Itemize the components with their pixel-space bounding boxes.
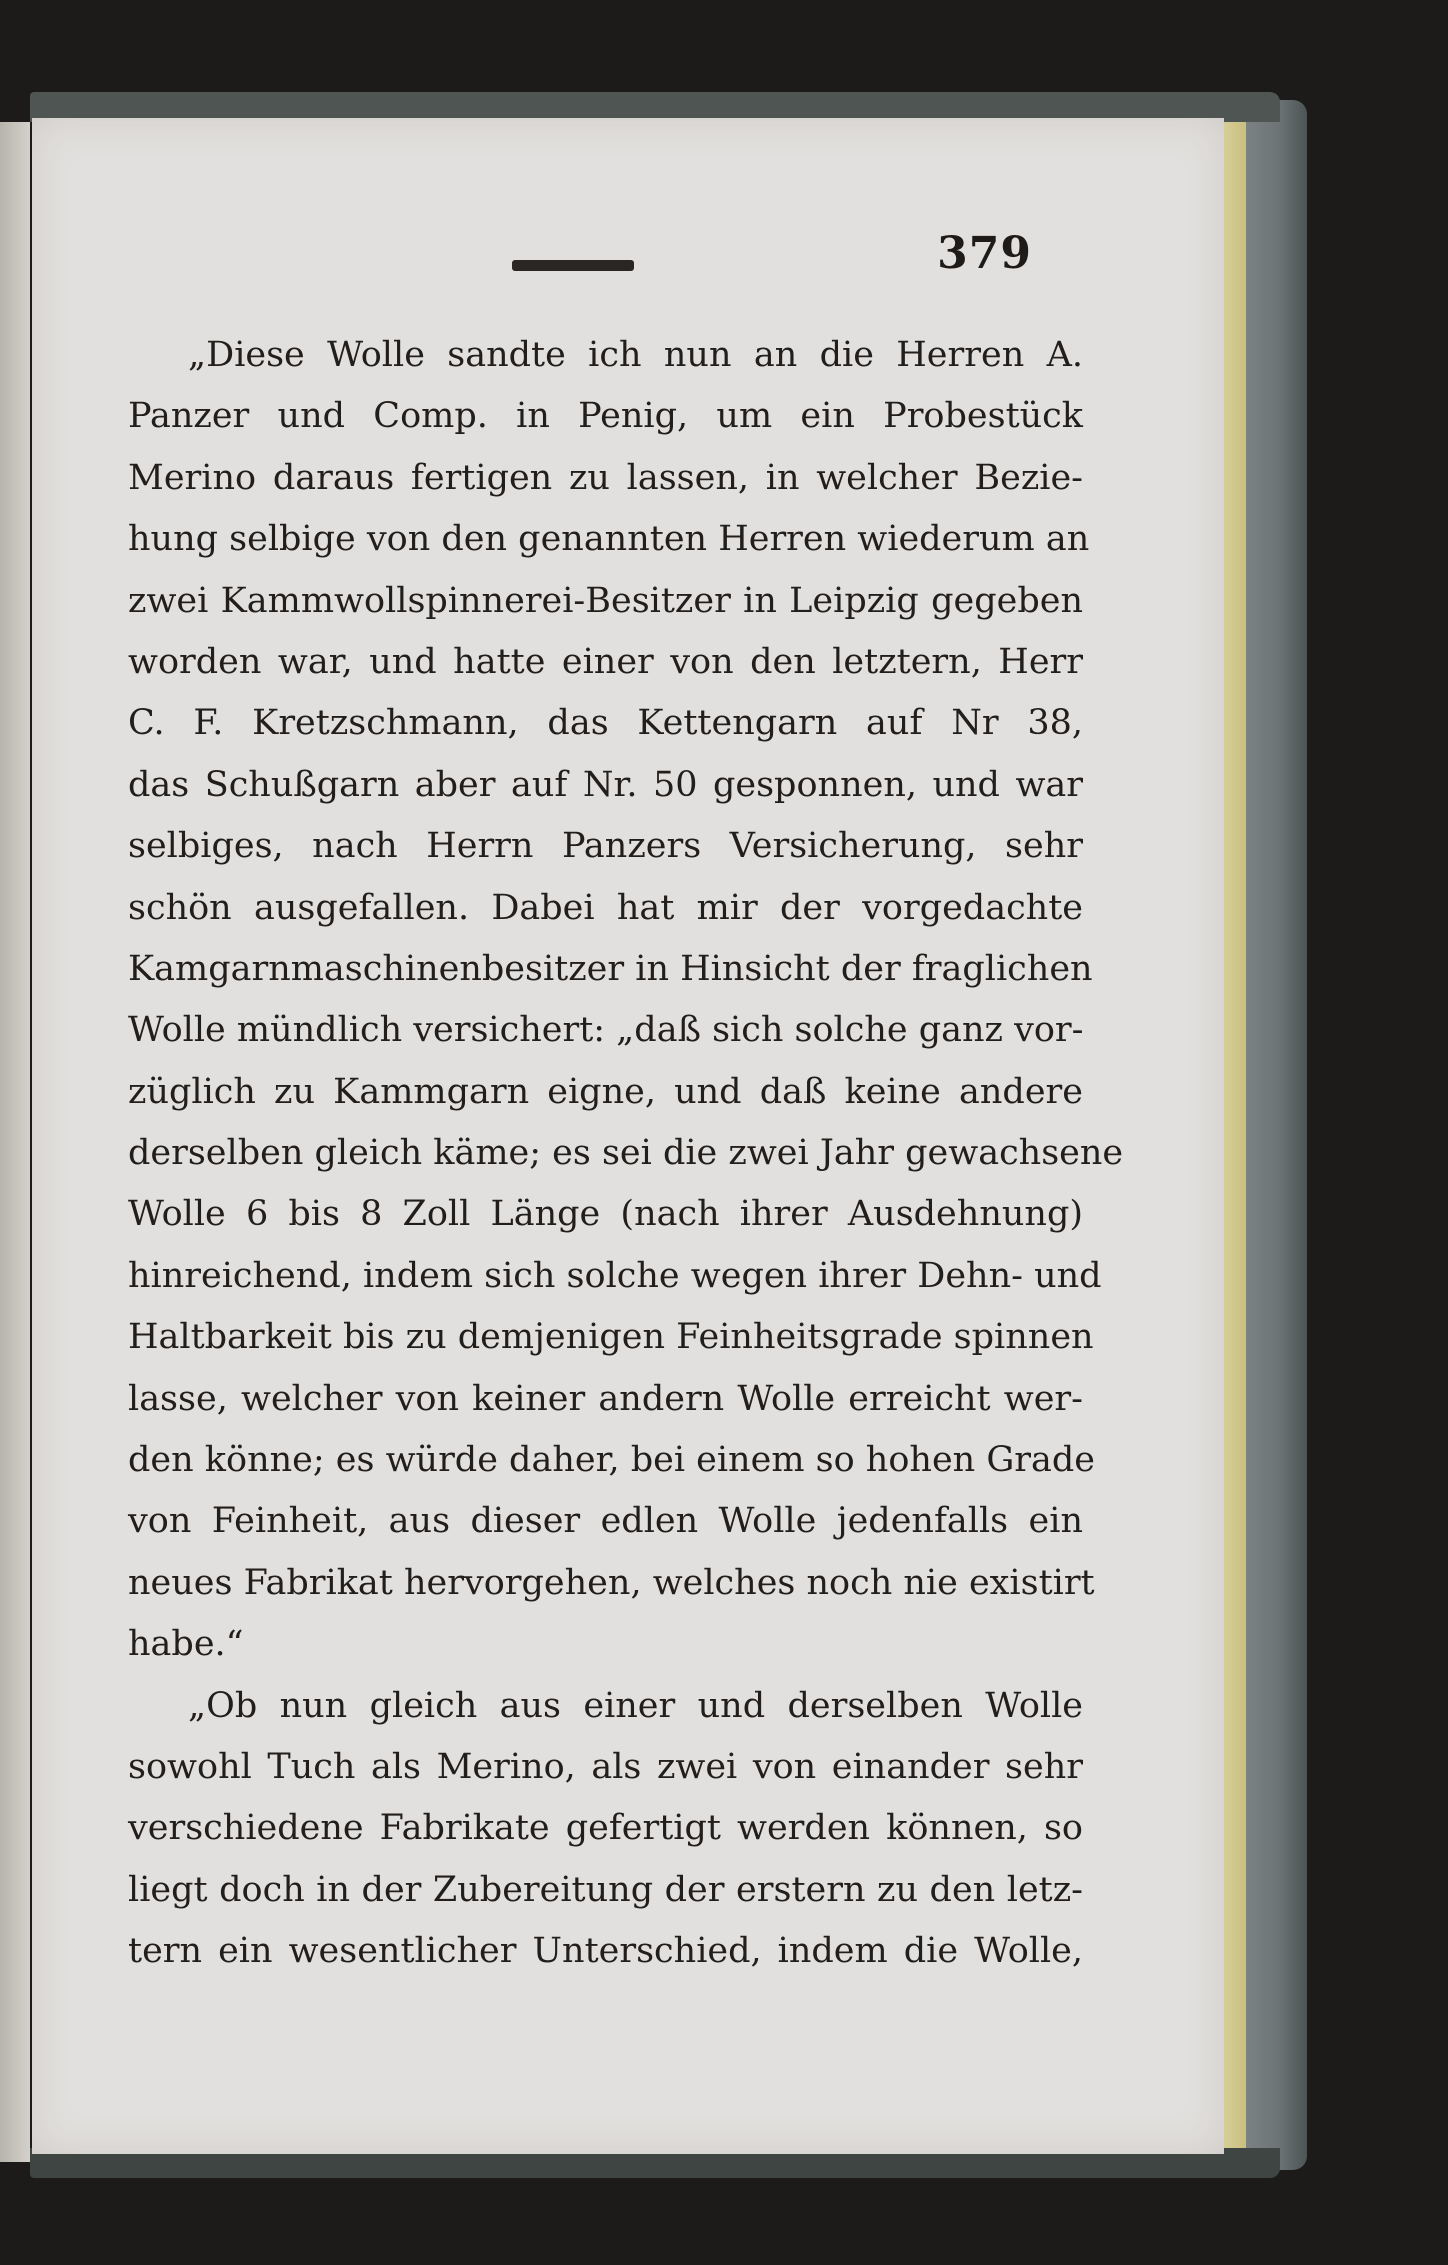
text-line: Merino daraus fertigen zu lassen, in welcher Bezie- — [128, 457, 1083, 498]
text-line: selbiges, nach Herrn Panzers Versicherung, sehr — [128, 826, 1083, 867]
text-line: den könne; es würde daher, bei einem so hohen Grade — [128, 1440, 1095, 1481]
page-block-edge — [1222, 112, 1246, 2162]
text-line: „Diese Wolle sandte ich nun an die Herren A. — [188, 335, 1083, 375]
text-line: züglich zu Kammgarn eigne, und daß keine andere — [128, 1071, 1083, 1112]
text-line: von Feinheit, aus dieser edlen Wolle jedenfalls ein — [128, 1501, 1083, 1542]
text-line: Haltbarkeit bis zu demjenigen Feinheitsgrade spinnen — [128, 1317, 1094, 1358]
text-line: liegt doch in der Zubereitung der erstern zu den letz- — [128, 1869, 1083, 1910]
body-text — [128, 325, 1124, 1983]
text-line: Wolle 6 bis 8 Zoll Länge (nach ihrer Ausdehnung) — [128, 1194, 1083, 1235]
text-line: Kamgarnmaschinenbesitzer in Hinsicht der fraglichen — [128, 948, 1093, 989]
facing-page-edge — [0, 122, 30, 2162]
text-line: tern ein wesentlicher Unterschied, indem die Wolle, — [128, 1931, 1083, 1972]
text-line: hinreichend, indem sich solche wegen ihrer Dehn- und — [128, 1255, 1102, 1296]
text-line: „Ob nun gleich aus einer und derselben Wolle — [188, 1685, 1083, 1726]
text-line: neues Fabrikat hervorgehen, welches noch nie existirt — [128, 1562, 1095, 1603]
header-ornament — [512, 260, 634, 271]
text-line: das Schußgarn aber auf Nr. 50 gesponnen, und war — [128, 764, 1083, 805]
text-line: verschiedene Fabrikate gefertigt werden können, so — [128, 1808, 1083, 1849]
text-line: habe.“ — [128, 1624, 244, 1665]
text-line: Wolle mündlich versichert: „daß sich solche ganz vor- — [128, 1010, 1084, 1051]
text-line: Panzer und Comp. in Penig, um ein Probestück — [128, 396, 1083, 437]
text-line: schön ausgefallen. Dabei hat mir der vorgedachte — [128, 887, 1083, 928]
text-line: sowohl Tuch als Merino, als zwei von einander sehr — [128, 1746, 1083, 1787]
text-line: worden war, und hatte einer von den letztern, Herr — [128, 641, 1083, 682]
text-line: lasse, welcher von keiner andern Wolle erreicht wer- — [128, 1378, 1083, 1419]
text-line: derselben gleich käme; es sei die zwei Jahr gewachsene — [128, 1133, 1124, 1174]
book-page — [32, 118, 1224, 2154]
text-line: hung selbige von den genannten Herren wiederum an — [128, 519, 1090, 560]
text-line: zwei Kammwollspinnerei-Besitzer in Leipzig gegeben — [128, 580, 1083, 621]
text-line: C. F. Kretzschmann, das Kettengarn auf Nr 38, — [128, 703, 1083, 744]
page-number: 379 — [937, 228, 1032, 279]
